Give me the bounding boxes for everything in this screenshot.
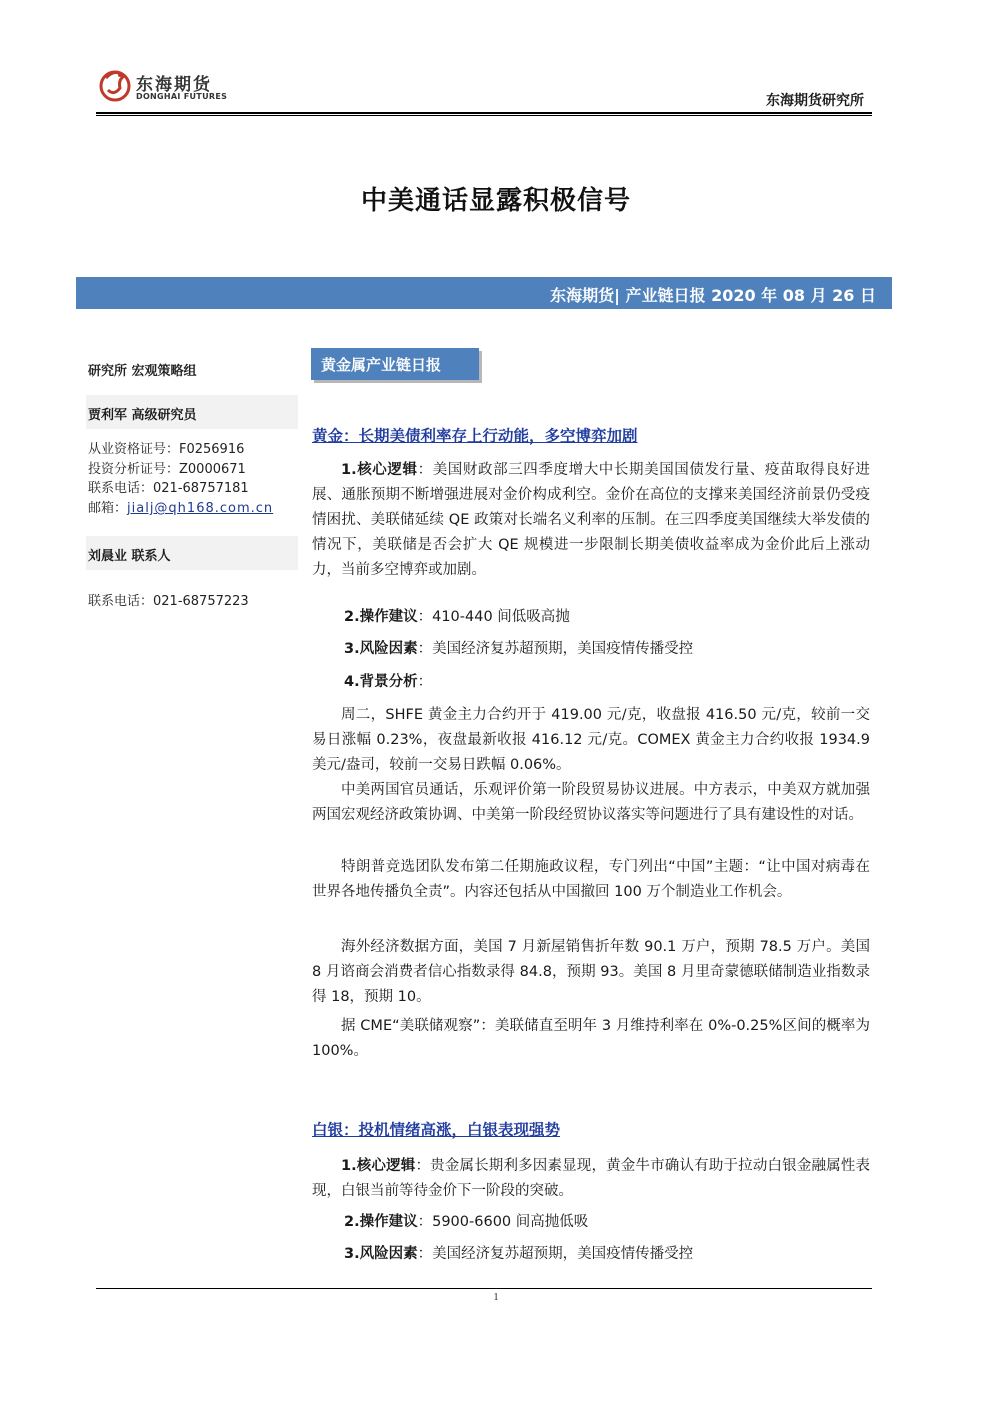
gold-para-5: 据 CME“美联储观察”：美联储直至明年 3 月维持利率在 0%-0.25%区间的概率为 100%。 bbox=[312, 1018, 870, 1059]
gold-para-2: 中美两国官员通话，乐观评价第一阶段贸易协议进展。中方表示，中美双方就加强两国宏观经济政策协调、中美第一阶段经贸协议落实等问题进行了具有建设性的对话。 bbox=[312, 782, 870, 823]
analyst1-header bbox=[86, 395, 298, 429]
gold-para-4: 海外经济数据方面，美国 7 月新屋销售折年数 90.1 万户，预期 78.5 万户。美国 8 月谘商会消费者信心指数录得 84.8，预期 93。美国 8 月里奇蒙德联储制造业指数录得 18，预期 10。 bbox=[312, 939, 870, 1005]
gold-logic-text: ：美国财政部三四季度增大中长期美国国债发行量、疫苗取得良好进展、通胀预期不断增强进展对金价构成利空。金价在高位的支撑来美国经济前景仍受疫情困扰、美联储延续 QE 政策对长端名义利率的压制。在三四季度美国继续大举发债的情况下，美联储是否会扩大 QE 规模进一步限制长期美债收益率成为金价此后上涨动力，当前多空博弈或加剧。 bbox=[312, 462, 870, 578]
email-label: 邮箱： bbox=[88, 501, 128, 516]
gold-heading: 黄金：长期美债利率存上行动能，多空博弈加剧 bbox=[312, 427, 638, 445]
email-link[interactable]: jialj@qh168.com.cn bbox=[127, 501, 274, 516]
company-logo bbox=[98, 66, 238, 110]
gold-risk bbox=[344, 637, 693, 662]
gold-background bbox=[344, 670, 432, 695]
silver-advice-label: 2.操作建议 bbox=[344, 1214, 418, 1230]
gold-advice bbox=[344, 605, 570, 630]
logo-text-en: DONGHAI FUTURES bbox=[136, 92, 228, 101]
banner-text: 东海期货| 产业链日报 2020 年 08 月 26 日 bbox=[550, 286, 876, 305]
report-banner bbox=[76, 277, 892, 309]
gold-risk-label: 3.风险因素 bbox=[344, 641, 418, 657]
silver-logic bbox=[312, 1154, 870, 1204]
section-tag-label: 黄金属产业链日报 bbox=[321, 356, 442, 374]
header-rule bbox=[96, 112, 872, 114]
header-rule-thin bbox=[96, 115, 872, 116]
header-institute: 东海期货研究所 bbox=[766, 93, 864, 109]
section-tag bbox=[311, 348, 479, 380]
gold-bg-label: 4.背景分析 bbox=[344, 674, 418, 690]
page-number: 1 bbox=[493, 1292, 499, 1303]
silver-risk bbox=[344, 1242, 693, 1267]
gold-risk-text: ：美国经济复苏超预期，美国疫情传播受控 bbox=[417, 641, 694, 657]
analyst1-name: 贾利军 高级研究员 bbox=[88, 408, 197, 423]
analyst1-invest-cert: 投资分析证号：Z0000671 bbox=[88, 462, 246, 477]
gold-advice-text: ：410-440 间低吸高抛 bbox=[417, 609, 570, 625]
page-title: 中美通话显露积极信号 bbox=[360, 186, 631, 216]
silver-logic-label: 1.核心逻辑 bbox=[341, 1158, 416, 1174]
analyst2-name: 刘晨业 联系人 bbox=[88, 549, 171, 564]
silver-advice-text: ：5900-6600 间高抛低吸 bbox=[417, 1214, 589, 1230]
analyst2-phone: 联系电话：021-68757223 bbox=[88, 594, 249, 609]
footer-rule bbox=[96, 1288, 872, 1289]
silver-risk-label: 3.风险因素 bbox=[344, 1246, 418, 1262]
analyst2-header bbox=[86, 536, 298, 570]
gold-advice-label: 2.操作建议 bbox=[344, 609, 418, 625]
sidebar-group: 研究所 宏观策略组 bbox=[88, 364, 197, 379]
silver-advice bbox=[344, 1210, 588, 1235]
gold-para-1: 周二，SHFE 黄金主力合约开于 419.00 元/克，收盘报 416.50 元/克，较前一交易日涨幅 0.23%，夜盘最新收报 416.12 元/克。COMEX 黄金主力合约收报 1934.9 美元/盎司，较前一交易日跌幅 0.06%。 bbox=[312, 707, 870, 773]
gold-bg-text: ： bbox=[417, 674, 433, 690]
dragon-logo-icon bbox=[98, 66, 132, 104]
analyst1-cert: 从业资格证号：F0256916 bbox=[88, 442, 245, 457]
gold-para-3: 特朗普竞选团队发布第二任期施政议程，专门列出“中国”主题：“让中国对病毒在世界各地传播负全责”。内容还包括从中国撤回 100 万个制造业工作机会。 bbox=[312, 859, 870, 900]
silver-heading: 白银：投机情绪高涨，白银表现强势 bbox=[312, 1121, 561, 1139]
gold-logic bbox=[312, 458, 870, 583]
silver-logic-text: ：贵金属长期利多因素显现，黄金牛市确认有助于拉动白银金融属性表现，白银当前等待金价下一阶段的突破。 bbox=[312, 1158, 870, 1199]
analyst1-phone: 联系电话：021-68757181 bbox=[88, 481, 249, 496]
analyst1-email-row bbox=[88, 497, 273, 516]
logo-text-cn: 东海期货 bbox=[136, 75, 212, 95]
gold-logic-label: 1.核心逻辑 bbox=[341, 462, 418, 478]
silver-risk-text: ：美国经济复苏超预期，美国疫情传播受控 bbox=[417, 1246, 694, 1262]
